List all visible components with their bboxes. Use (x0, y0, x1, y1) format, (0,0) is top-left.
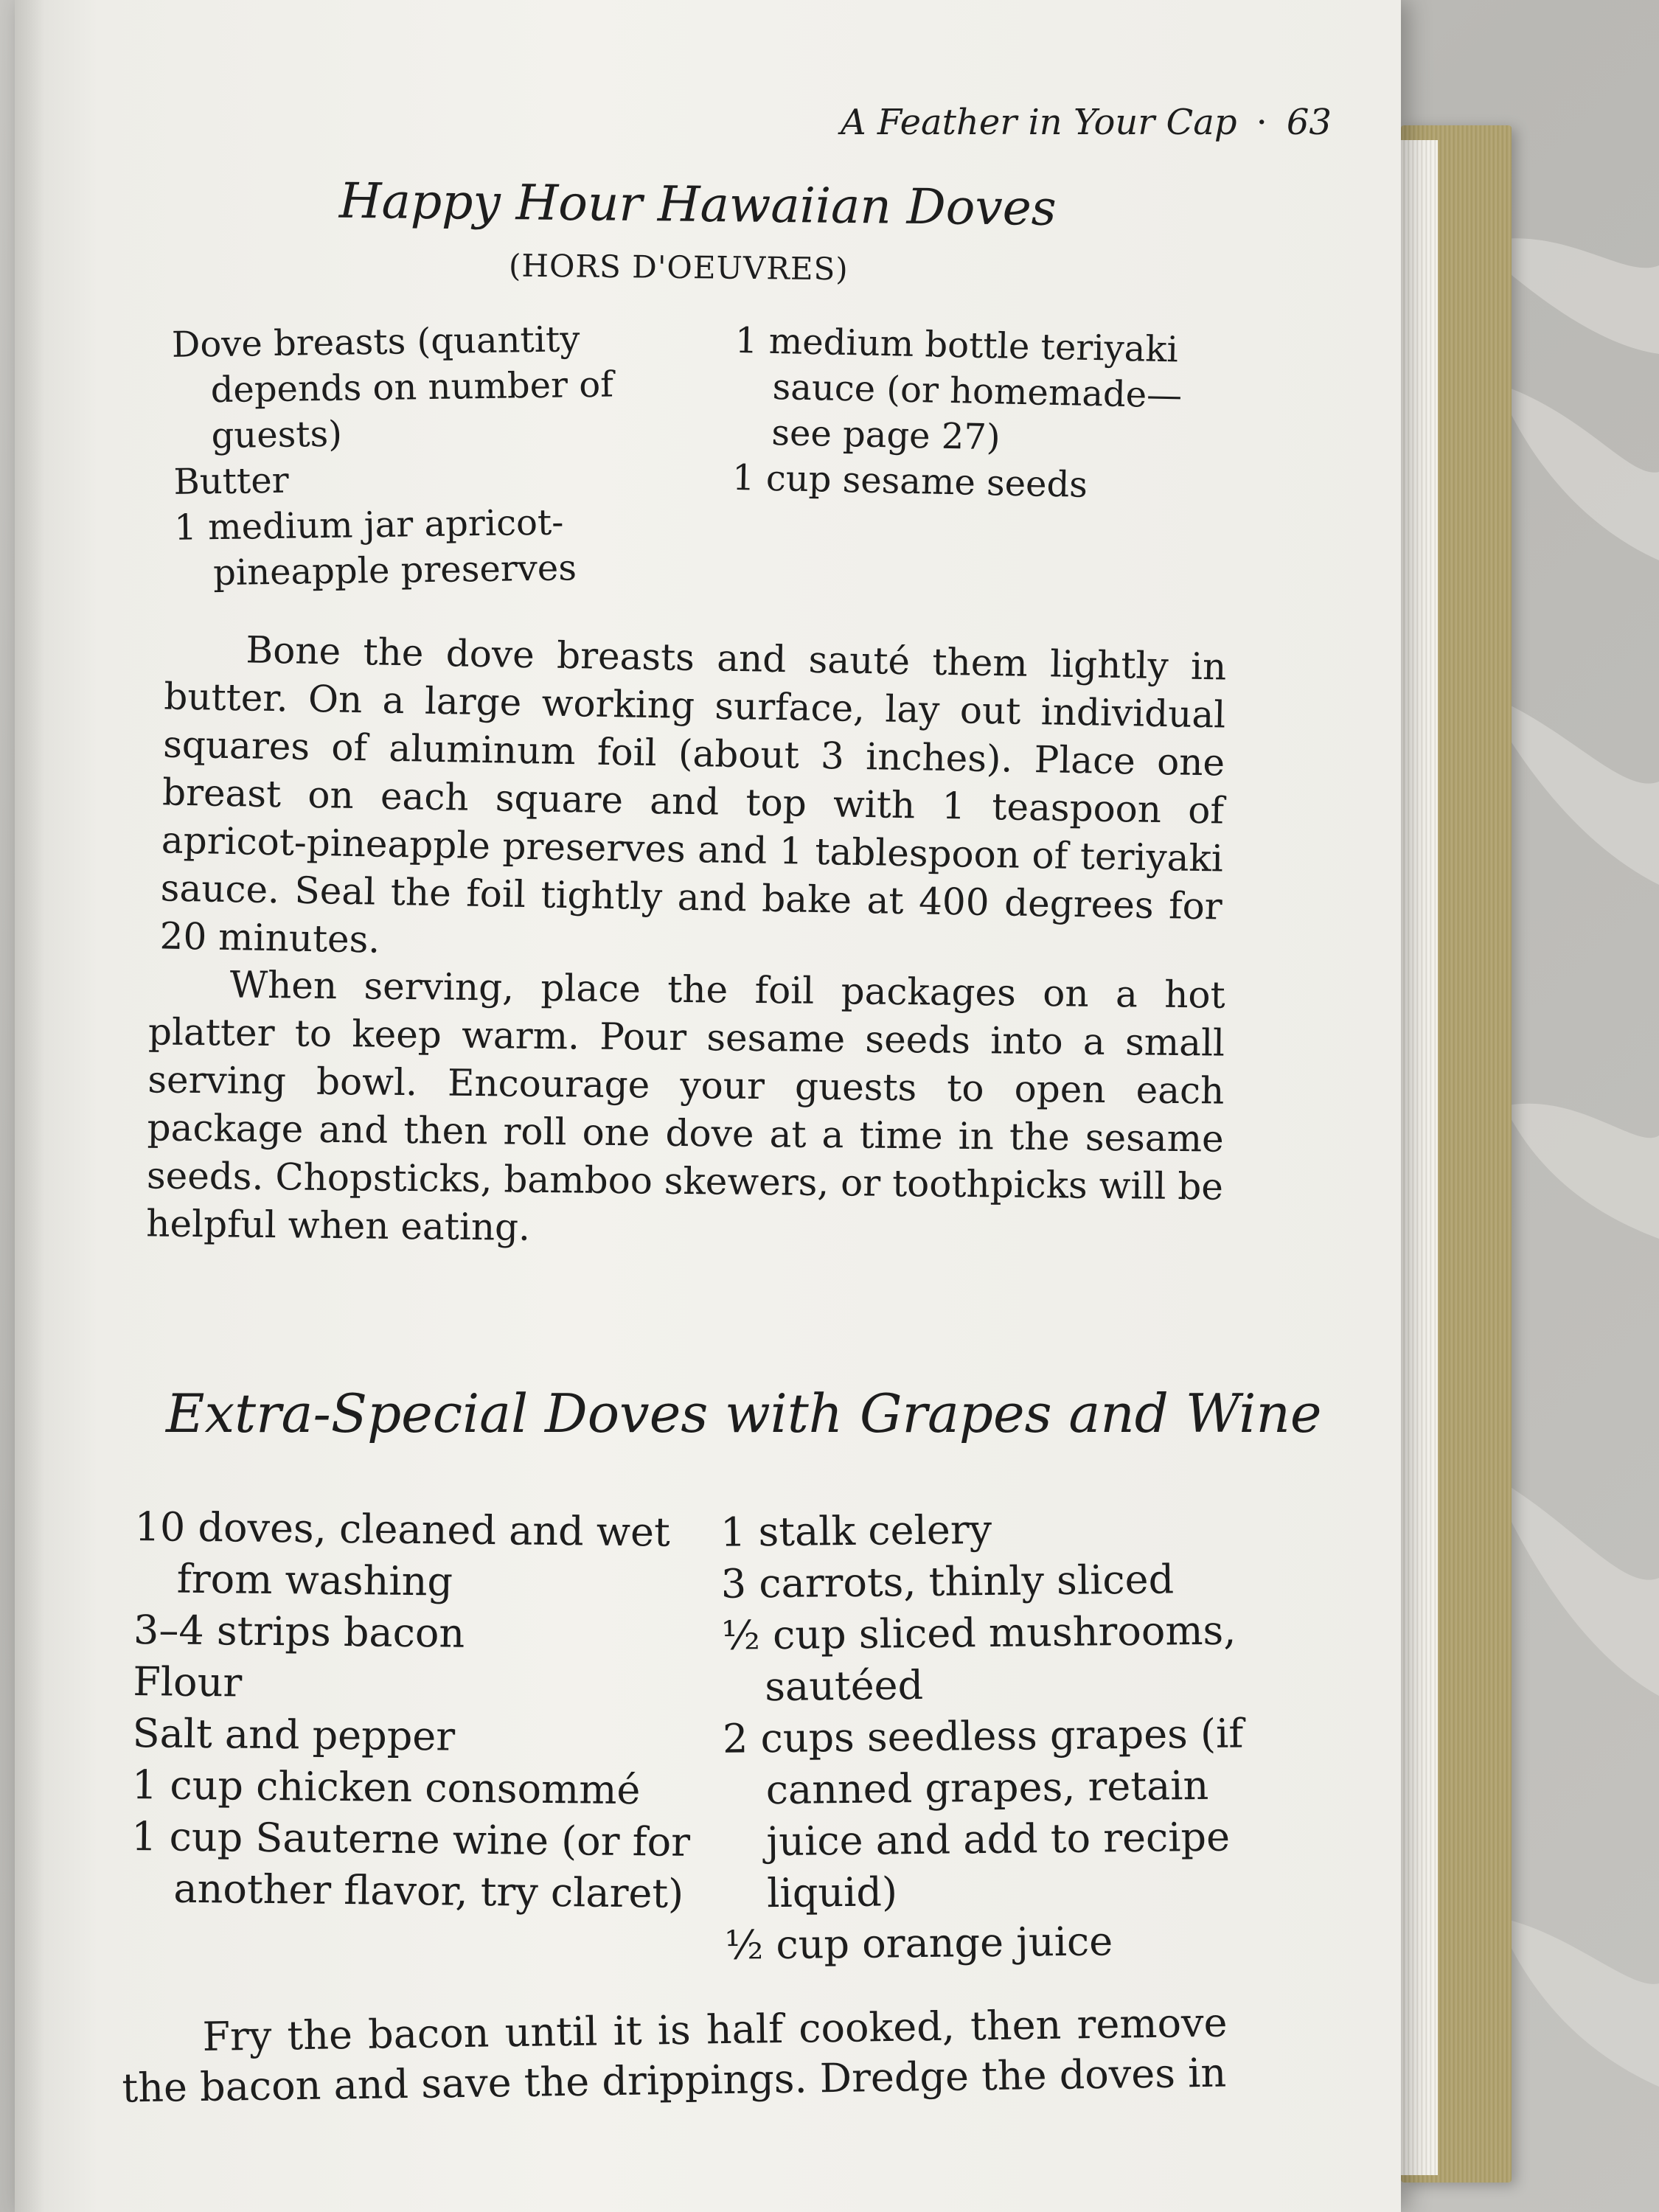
gutter-shadow (15, 0, 44, 2212)
book-page (15, 0, 1401, 2212)
ingredient-item: ½ cup orange juice (724, 1918, 1113, 1969)
instruction-paragraph: Bone the dove breasts and sauté them lightly in butter. On a large working surface, lay out individual squares of aluminum foil (about 3 inches). Place one breast on each square and top with 1 teaspoon of apricot-pineapple preserves and 1 tablespoon of teriyaki sauce. Seal the foil tightly and bake at 400 degrees for 20 minutes. (159, 628, 1227, 961)
ingredients-left-column (131, 1501, 695, 1920)
ingredient-item: 3 carrots, thinly sliced (720, 1556, 1175, 1607)
recipe-title: Extra-Special Doves with Grapes and Wine (166, 1382, 1322, 1444)
ingredient-item: 1 stalk celery (720, 1506, 992, 1556)
ingredient-item: Salt and pepper (132, 1710, 456, 1760)
recipe-subtitle: (HORS D'OEUVRES) (508, 247, 849, 288)
ingredient-item: 1 medium jar apricot-pineapple preserves (173, 501, 577, 594)
ingredients-right-column (720, 1501, 1256, 1972)
ingredients-left-column (171, 315, 691, 597)
ingredient-item: Dove breasts (quantity depends on number of guests) (171, 319, 614, 457)
ingredient-item: Flour (133, 1658, 243, 1706)
instruction-paragraph: Fry the bacon until it is half cooked, then remove the bacon and save the drippings. Dredge the doves in (122, 1999, 1228, 2112)
page-number: 63 (1286, 102, 1332, 143)
ingredient-item: 3–4 strips bacon (133, 1607, 465, 1657)
ingredient-item: 1 cup sesame seeds (731, 456, 1088, 506)
instruction-paragraph: When serving, place the foil packages on a hot platter to keep warm. Pour sesame seeds into a small serving bowl. Encourage your guests to open each package and then roll one dove at a time in the sesame seeds. Chopsticks, bamboo skewers, or toothpicks will be helpful when eating. (146, 963, 1225, 1249)
recipe-title: Happy Hour Hawaiian Doves (338, 172, 1057, 237)
ingredient-item: 1 cup chicken consommé (131, 1761, 641, 1814)
ingredient-item: 2 cups seedless grapes (if canned grapes, retain juice and add to recipe liquid) (722, 1710, 1244, 1917)
running-title: A Feather in Your Cap (841, 102, 1237, 143)
header-separator: · (1256, 102, 1267, 143)
ingredient-item: 1 cup Sauterne wine (or for another flavor, try claret) (131, 1813, 691, 1917)
ingredient-item: 1 medium bottle teriyaki sauce (or homemade—see page 27) (734, 319, 1183, 459)
ingredient-item: 10 doves, cleaned and wet from washing (134, 1503, 671, 1605)
ingredients-right-column (731, 318, 1237, 511)
running-header (841, 102, 1371, 143)
ingredient-item: ½ cup sliced mushrooms, sautéed (721, 1607, 1237, 1711)
ingredient-item: Butter (173, 459, 289, 503)
